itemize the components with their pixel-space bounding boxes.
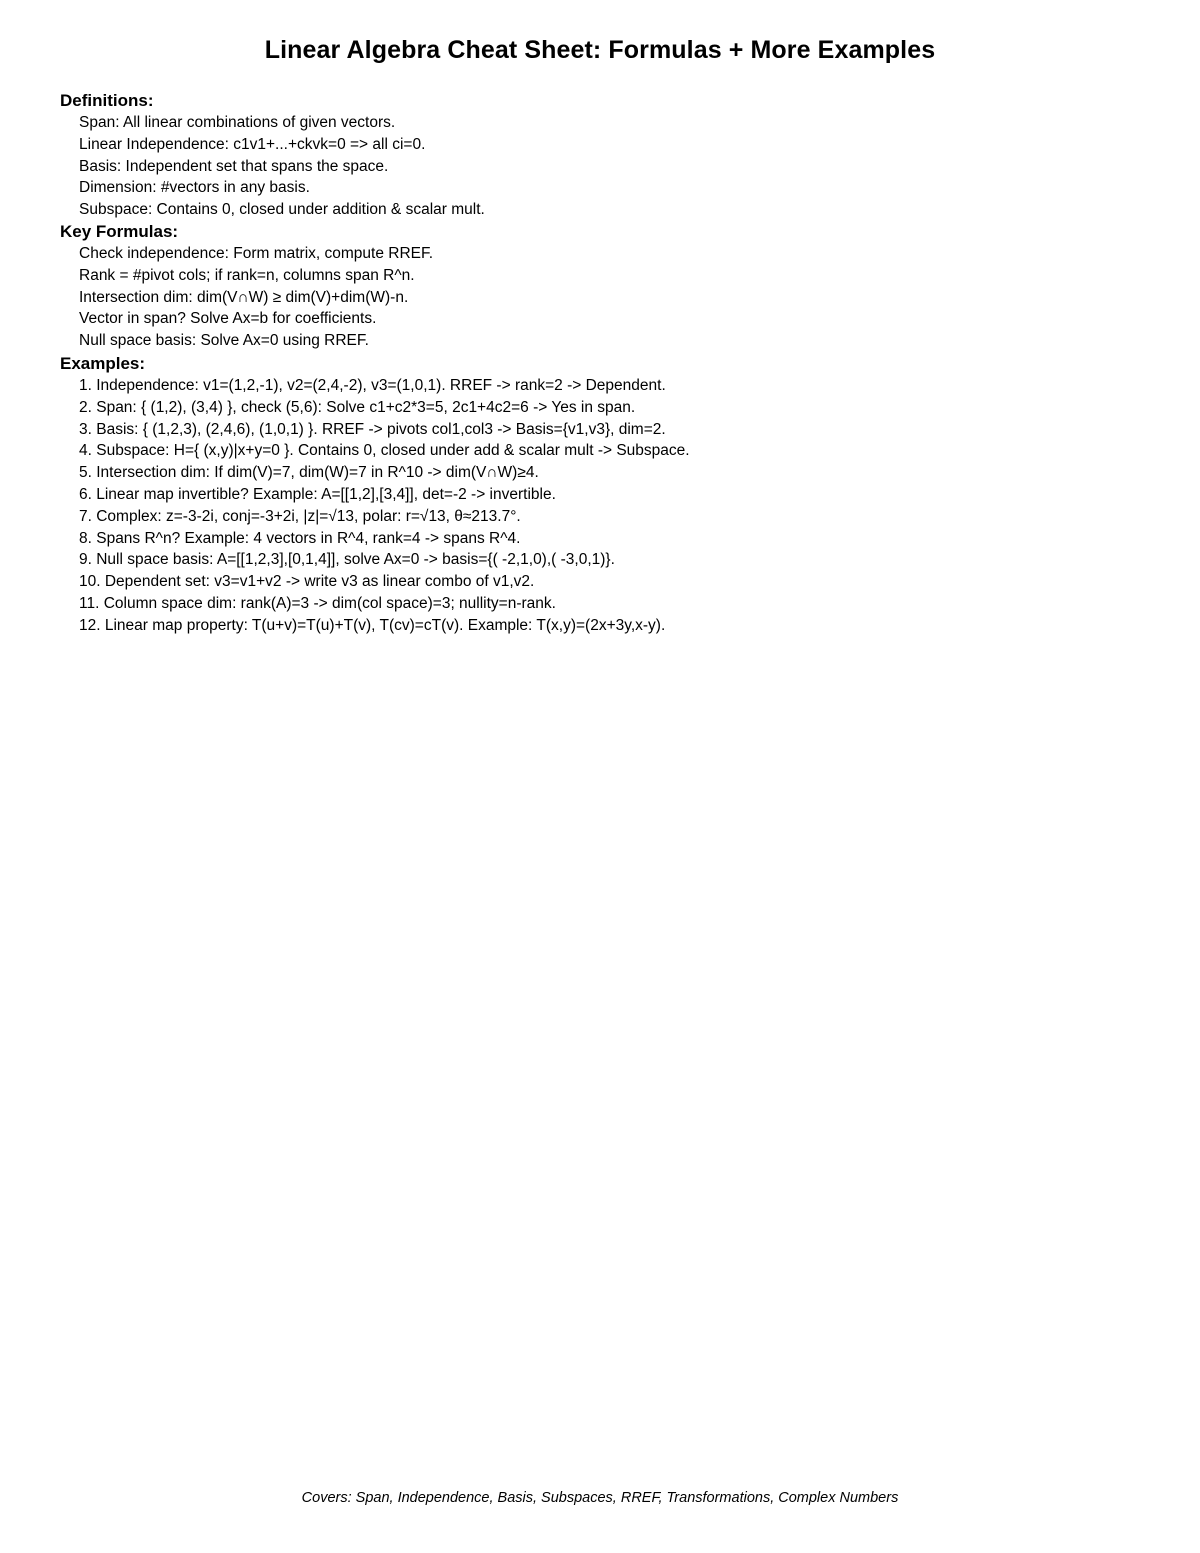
formula-line: Check independence: Form matrix, compute RREF.: [79, 245, 434, 262]
section-heading-definitions: Definitions:: [60, 91, 154, 110]
definition-line: Linear Independence: c1v1+...+ckvk=0 => all ci=0.: [79, 135, 426, 153]
footer-note: Covers: Span, Independence, Basis, Subspaces, RREF, Transformations, Complex Numbers: [301, 1490, 899, 1506]
example-line: 8. Spans R^n? Example: 4 vectors in R^4, rank=4 -> spans R^4.: [79, 529, 521, 547]
example-line: 1. Independence: v1=(1,2,-1), v2=(2,4,-2), v3=(1,0,1). RREF -> rank=2 -> Dependent.: [79, 377, 666, 394]
formula-line: Intersection dim: dim(V∩W) ≥ dim(V)+dim(W)-n.: [79, 288, 409, 306]
definition-line: Dimension: #vectors in any basis.: [79, 179, 310, 197]
section-heading-key-formulas: Key Formulas:: [60, 222, 179, 241]
formula-line: Vector in span? Solve Ax=b for coefficients.: [79, 310, 377, 328]
example-line: 5. Intersection dim: If dim(V)=7, dim(W)=7 in R^10 -> dim(V∩W)≥4.: [79, 464, 539, 482]
example-line: 3. Basis: { (1,2,3), (2,4,6), (1,0,1) }. RREF -> pivots col1,col3 -> Basis={v1,v3}, dim=2.: [79, 420, 666, 438]
example-line: 6. Linear map invertible? Example: A=[[1,2],[3,4]], det=-2 -> invertible.: [79, 485, 556, 503]
key-formulas-section: [60, 221, 1140, 352]
examples-list: [60, 375, 1140, 637]
formula-line: Null space basis: Solve Ax=0 using RREF.: [79, 332, 369, 350]
example-line: 7. Complex: z=-3-2i, conj=-3+2i, |z|=√13, polar: r=√13, θ≈213.7°.: [79, 507, 521, 525]
example-line: 2. Span: { (1,2), (3,4) }, check (5,6): Solve c1+c2*3=5, 2c1+4c2=6 -> Yes in span.: [79, 398, 636, 416]
section-heading-examples: Examples:: [60, 354, 146, 373]
example-line: 4. Subspace: H={ (x,y)|x+y=0 }. Contains 0, closed under add & scalar mult -> Subspace.: [79, 442, 690, 460]
page-title: Linear Algebra Cheat Sheet: Formulas + More Examples: [264, 36, 936, 64]
example-line: 11. Column space dim: rank(A)=3 -> dim(col space)=3; nullity=n-rank.: [79, 594, 556, 612]
example-line: 10. Dependent set: v3=v1+v2 -> write v3 as linear combo of v1,v2.: [79, 573, 535, 591]
definition-line: Basis: Independent set that spans the space.: [79, 157, 389, 175]
definitions-section: [60, 90, 1140, 221]
key-formulas-list: [60, 243, 1140, 352]
example-line: 12. Linear map property: T(u+v)=T(u)+T(v), T(cv)=cT(v). Example: T(x,y)=(2x+3y,x-y).: [79, 616, 666, 634]
definition-line: Subspace: Contains 0, closed under addition & scalar mult.: [79, 201, 485, 219]
examples-section: [60, 353, 1140, 637]
definition-line: Span: All linear combinations of given vectors.: [79, 114, 396, 131]
definitions-list: [60, 112, 1140, 221]
example-line: 9. Null space basis: A=[[1,2,3],[0,1,4]], solve Ax=0 -> basis={( -2,1,0),( -3,0,1)}.: [79, 551, 615, 569]
formula-line: Rank = #pivot cols; if rank=n, columns span R^n.: [79, 266, 415, 284]
